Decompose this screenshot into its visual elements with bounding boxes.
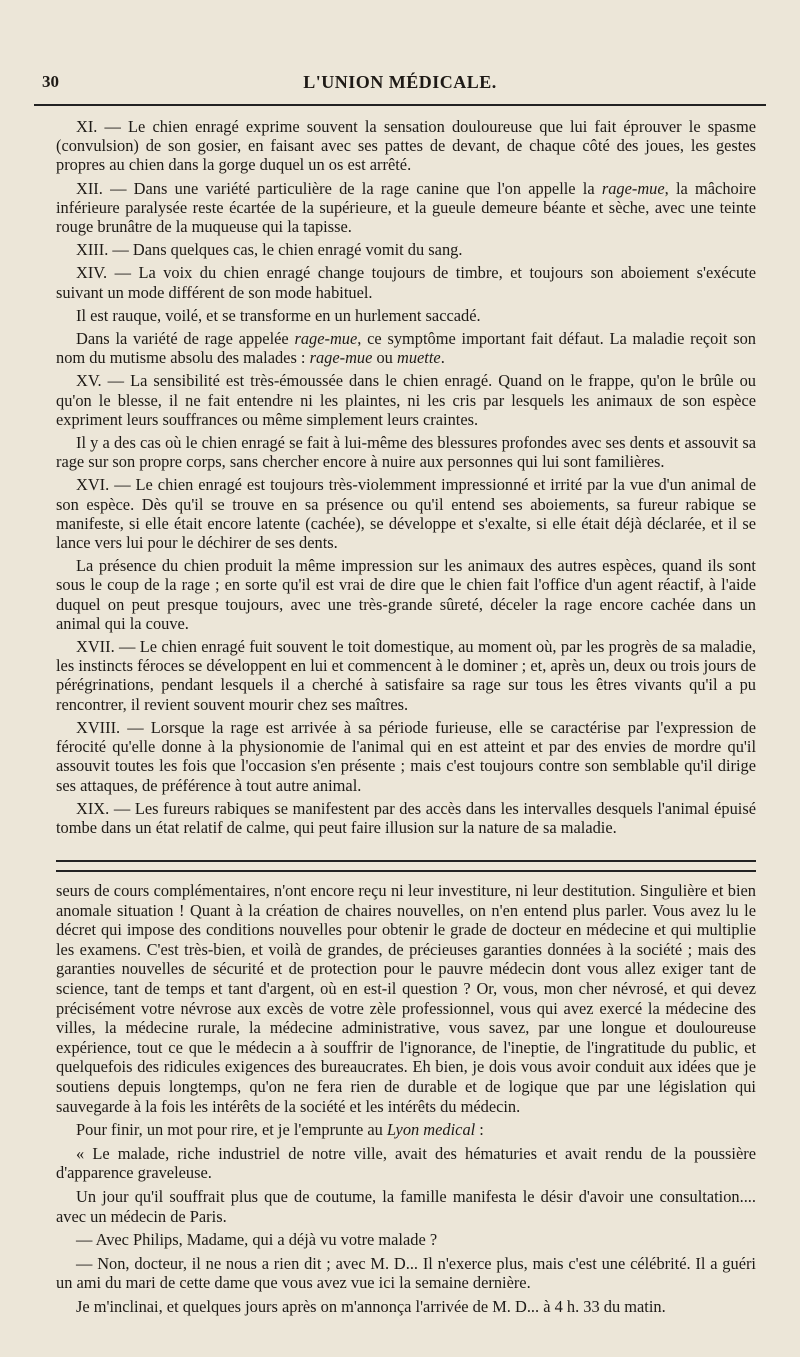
feuilleton-paragraph-2: Pour finir, un mot pour rire, et je l'emprunte au Lyon medical :	[76, 1120, 484, 1140]
paragraph-xiv-voice: Il est rauque, voilé, et se transforme en un hurlement saccadé.	[76, 305, 481, 325]
paragraph-xvi-presence: La présence du chien produit la même impression sur les animaux des autres espèces, quand ils sont sous le coup de la rage ; en sorte qu'il est vrai de dire que le chien fait l'office d'un agent réactif, à l'aide duquel on peut presque toujours, avec une très-grande sûreté, déceler la rage encore cachée dans un animal qui la couve.	[56, 556, 756, 633]
feuilleton-paragraph-4: Un jour qu'il souffrait plus que de coutume, la famille manifesta le désir d'avoir une consultation.... avec un médecin de Paris.	[56, 1186, 756, 1226]
feuilleton-paragraph-1: seurs de cours complémentaires, n'ont encore reçu ni leur investiture, ni leur destitution. Singulière et bien anomale situation ! Quant à la création de chaires nouvelles, on n'en entend plus parler. Vous avez lu le décret qui impose des conditions nouvelles pour obtenir le grade de docteur en médecine et qui multiplie les examens. C'est très-bien, et voilà de grandes, de précieuses garanties données à la société ; mais des garanties nouvelles de sécurité et de protection pour le pauvre médecin dont vous allez exiger tant de science, tant de temps et tant d'argent, où en est-il question ? Or, vous, mon cher névrosé, et qui devez précisément votre névrose aux excès de votre zèle professionnel, vous qui avez exercé la médecine des villes, la médecine rurale, la médecine administrative, vous savez, par une longue et douloureuse expérience, tout ce que le médecin a à souffrir de l'ignorance, de l'ineptie, de l'ingratitude du public, et quelquefois des ridicules exigences des bureaucrates. Eh bien, je dois vous avoir conduit aux idées que je soutiens depuis longtemps, qu'on ne fera rien de durable et de logique que par une législation qui sauvegarde à la fois les intérêts de la société et les intérêts du médecin.	[56, 881, 756, 1116]
paragraph-xiii: XIII. — Dans quelques cas, le chien enragé vomit du sang.	[76, 240, 463, 260]
paragraph-xii: XII. — Dans une variété particulière de la rage canine que l'on appelle la rage-mue, la mâchoire inférieure paralysée reste écartée de la supérieure, et la gueule demeure béante et sèche, avec une teinte rouge brunâtre de la muqueuse qui la tapisse.	[56, 178, 756, 237]
paragraph-rage-mue: Dans la variété de rage appelée rage-mue, ce symptôme important fait défaut. La maladie reçoit son nom du mutisme absolu des malades : rage-mue ou muette.	[56, 329, 757, 368]
header-rule	[34, 104, 766, 106]
feuilleton-section	[56, 881, 756, 1320]
feuilleton-paragraph-3: « Le malade, riche industriel de notre ville, avait des hématuries et avait rendu de la poussière d'apparence graveleuse.	[56, 1143, 756, 1183]
paragraph-xi: XI. — Le chien enragé exprime souvent la sensation douloureuse que lui fait éprouver le spasme (convulsion) de son gosier, en faisant avec ses pattes de devant, de chaque côté des joues, les gestes propres au chien dans la gorge duquel un os est arrêté.	[56, 117, 756, 175]
feuilleton-paragraph-5: — Avec Philips, Madame, qui a déjà vu votre malade ?	[76, 1230, 438, 1250]
page-number: 30	[42, 72, 59, 91]
feuilleton-divider	[56, 860, 756, 872]
feuilleton-paragraph-6: — Non, docteur, il ne nous a rien dit ; avec M. D... Il n'exerce plus, mais c'est une célébrité. Il a guéri un ami du mari de cette dame que vous avez vue ici la semaine dernière.	[56, 1253, 756, 1293]
paragraph-xvii: XVII. — Le chien enragé fuit souvent le toit domestique, au moment où, par les progrès de sa maladie, les instincts féroces se développent en lui et commencent à le dominer ; et, après un, deux ou trois jours de pérégrinations, pendant lesquels il a cherché à satisfaire sa rage sur tous les êtres vivants qu'il a pu rencontrer, il revient souvent mourir chez ses maîtres.	[56, 637, 756, 714]
page-header	[34, 68, 766, 98]
paragraph-xv-wounds: Il y a des cas où le chien enragé se fait à lui-même des blessures profondes avec ses dents et assouvit sa rage sur son propre corps, sans chercher encore à nuire aux personnes qui lui sont familières.	[56, 433, 756, 472]
journal-title: L'UNION MÉDICALE.	[303, 72, 497, 92]
paragraph-xviii: XVIII. — Lorsque la rage est arrivée à sa période furieuse, elle se caractérise par l'expression de férocité qu'elle donne à la physionomie de l'animal qui en est atteint et par des envies de mordre qu'il assouvit toutes les fois que l'occasion s'en présente ; mais c'est toujours contre son semblable qu'il dirige ses attaques, de préférence à tout autre animal.	[56, 717, 756, 795]
main-article-section	[56, 117, 756, 841]
paragraph-xvi: XVI. — Le chien enragé est toujours très-violemment impressionné et irrité par la vue d'un animal de son espèce. Dès qu'il se trouve en sa présence ou qu'il entend ses aboiements, sa fureur rabique se manifeste, si elle était encore latente (cachée), se développe et s'exalte, si elle était déjà déclarée, et il se lance vers lui pour le déchirer de ses dents.	[56, 475, 756, 553]
paragraph-xix: XIX. — Les fureurs rabiques se manifestent par des accès dans les intervalles desquels l'animal épuisé tombe dans un état relatif de calme, qui peut faire illusion sur la nature de sa maladie.	[56, 798, 756, 837]
paragraph-xv: XV. — La sensibilité est très-émoussée dans le chien enragé. Quand on le frappe, qu'on le brûle ou qu'on le blesse, il ne fait entendre ni les plaintes, ni les cris par lesquels les animaux de son espèce expriment leurs souffrances ou même simplement leurs craintes.	[56, 371, 756, 429]
feuilleton-paragraph-7: Je m'inclinai, et quelques jours après on m'annonça l'arrivée de M. D... à 4 h. 33 du matin.	[76, 1296, 666, 1316]
paragraph-xiv: XIV. — La voix du chien enragé change toujours de timbre, et toujours son aboiement s'exécute suivant un mode différent de son mode habituel.	[56, 263, 756, 302]
